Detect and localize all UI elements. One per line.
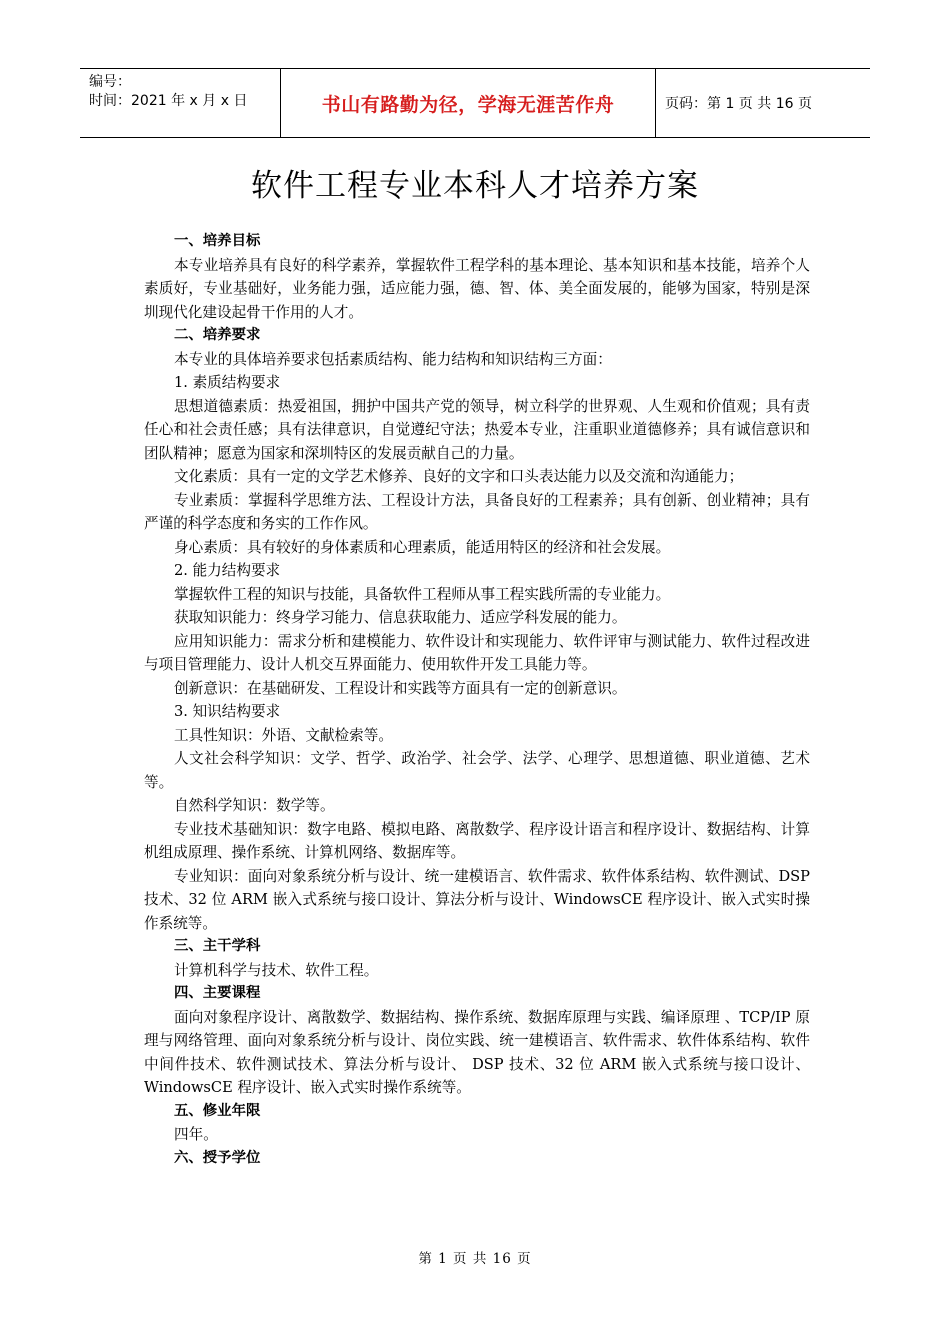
body-paragraph: 四年。 [174,1126,218,1143]
number-label: 编号： [89,74,131,90]
page-number-label: 页码：第 1 页 共 16 页 [665,96,812,112]
motto: 书山有路勤为径，学海无涯苦作舟 [281,69,656,137]
body-paragraph: 2. 能力结构要求 [174,562,281,579]
body-paragraph: 身心素质：具有较好的身体素质和心理素质，能适用特区的经济和社会发展。 [174,538,671,556]
body-paragraph: 计算机科学与技术、软件工程。 [174,961,379,979]
body-paragraph: 应用知识能力：需求分析和建模能力、软件设计和实现能力、软件评审与测试能力、软件过程改进与项目管理能力、设计人机交互界面能力、使用软件开发工具能力等。 [144,632,810,673]
section-heading: 一、培养目标 [174,233,261,249]
body-paragraph: 工具性知识：外语、文献检索等。 [174,726,393,744]
body-paragraph: 创新意识：在基础研发、工程设计和实践等方面具有一定的创新意识。 [174,679,627,697]
body-paragraph: 专业知识：面向对象系统分析与设计、统一建模语言、软件需求、软件体系结构、软件测试、DSP 技术、32 位 ARM 嵌入式系统与接口设计、算法分析与设计、WindowsCE 程序设计、嵌入式实时操作系统等。 [144,867,810,932]
body-paragraph: 获取知识能力：终身学习能力、信息获取能力、适应学科发展的能力。 [174,609,627,626]
header-meta-cell [80,69,281,137]
section-heading: 四、主要课程 [174,985,261,1001]
page-footer: 第 1 页 共 16 页 [418,1251,532,1267]
section-heading: 五、修业年限 [174,1102,261,1119]
body-paragraph: 本专业培养具有良好的科学素养，掌握软件工程学科的基本理论、基本知识和基本技能，培养个人素质好，专业基础好，业务能力强，适应能力强，德、智、体、美全面发展的，能够为国家，特别是深圳现代化建设起骨干作用的人才。 [144,256,810,321]
body-paragraph: 本专业的具体培养要求包括素质结构、能力结构和知识结构三方面： [174,350,612,368]
body-paragraph: 人文社会科学知识：文学、哲学、政治学、社会学、法学、心理学、思想道德、职业道德、艺术等。 [144,750,810,791]
time-label: 时间：2021 年 x 月 x 日 [89,93,248,109]
body-paragraph: 专业技术基础知识：数字电路、模拟电路、离散数学、程序设计语言和程序设计、数据结构、计算机组成原理、操作系统、计算机网络、数据库等。 [144,820,810,861]
body-paragraph: 思想道德素质：热爱祖国，拥护中国共产党的领导，树立科学的世界观、人生观和价值观；具有责任心和社会责任感；具有法律意识，自觉遵纪守法；热爱本专业，注重职业道德修养；具有诚信意识和团队精神；愿意为国家和深圳特区的发展贡献自己的力量。 [144,397,810,462]
section-heading: 六、授予学位 [174,1149,261,1166]
body-paragraph: 文化素质：具有一定的文学艺术修养、良好的文字和口头表达能力以及交流和沟通能力； [174,468,744,485]
document-body [144,230,810,1170]
body-paragraph: 自然科学知识：数学等。 [174,797,335,814]
document-title: 软件工程专业本科人才培养方案 [251,168,699,204]
body-paragraph: 1. 素质结构要求 [174,374,281,391]
section-heading: 二、培养要求 [174,327,261,343]
page-header [80,68,870,138]
body-paragraph: 专业素质：掌握科学思维方法、工程设计方法，具备良好的工程素养；具有创新、创业精神；具有严谨的科学态度和务实的工作作风。 [144,491,810,532]
section-heading: 三、主干学科 [174,938,261,954]
body-paragraph: 面向对象程序设计、离散数学、数据结构、操作系统、数据库原理与实践、编译原理 、TCP/IP 原理与网络管理、面向对象系统分析与设计、岗位实践、统一建模语言、软件需求、软件体系结构、软件中间件技术、软件测试技术、算法分析与设计、 DSP 技术、32 位 ARM 嵌入式系统与接口设计、WindowsCE 程序设计、嵌入式实时操作系统等。 [144,1008,810,1096]
body-paragraph: 3. 知识结构要求 [174,703,281,720]
body-paragraph: 掌握软件工程的知识与技能，具备软件工程师从事工程实践所需的专业能力。 [174,585,671,603]
